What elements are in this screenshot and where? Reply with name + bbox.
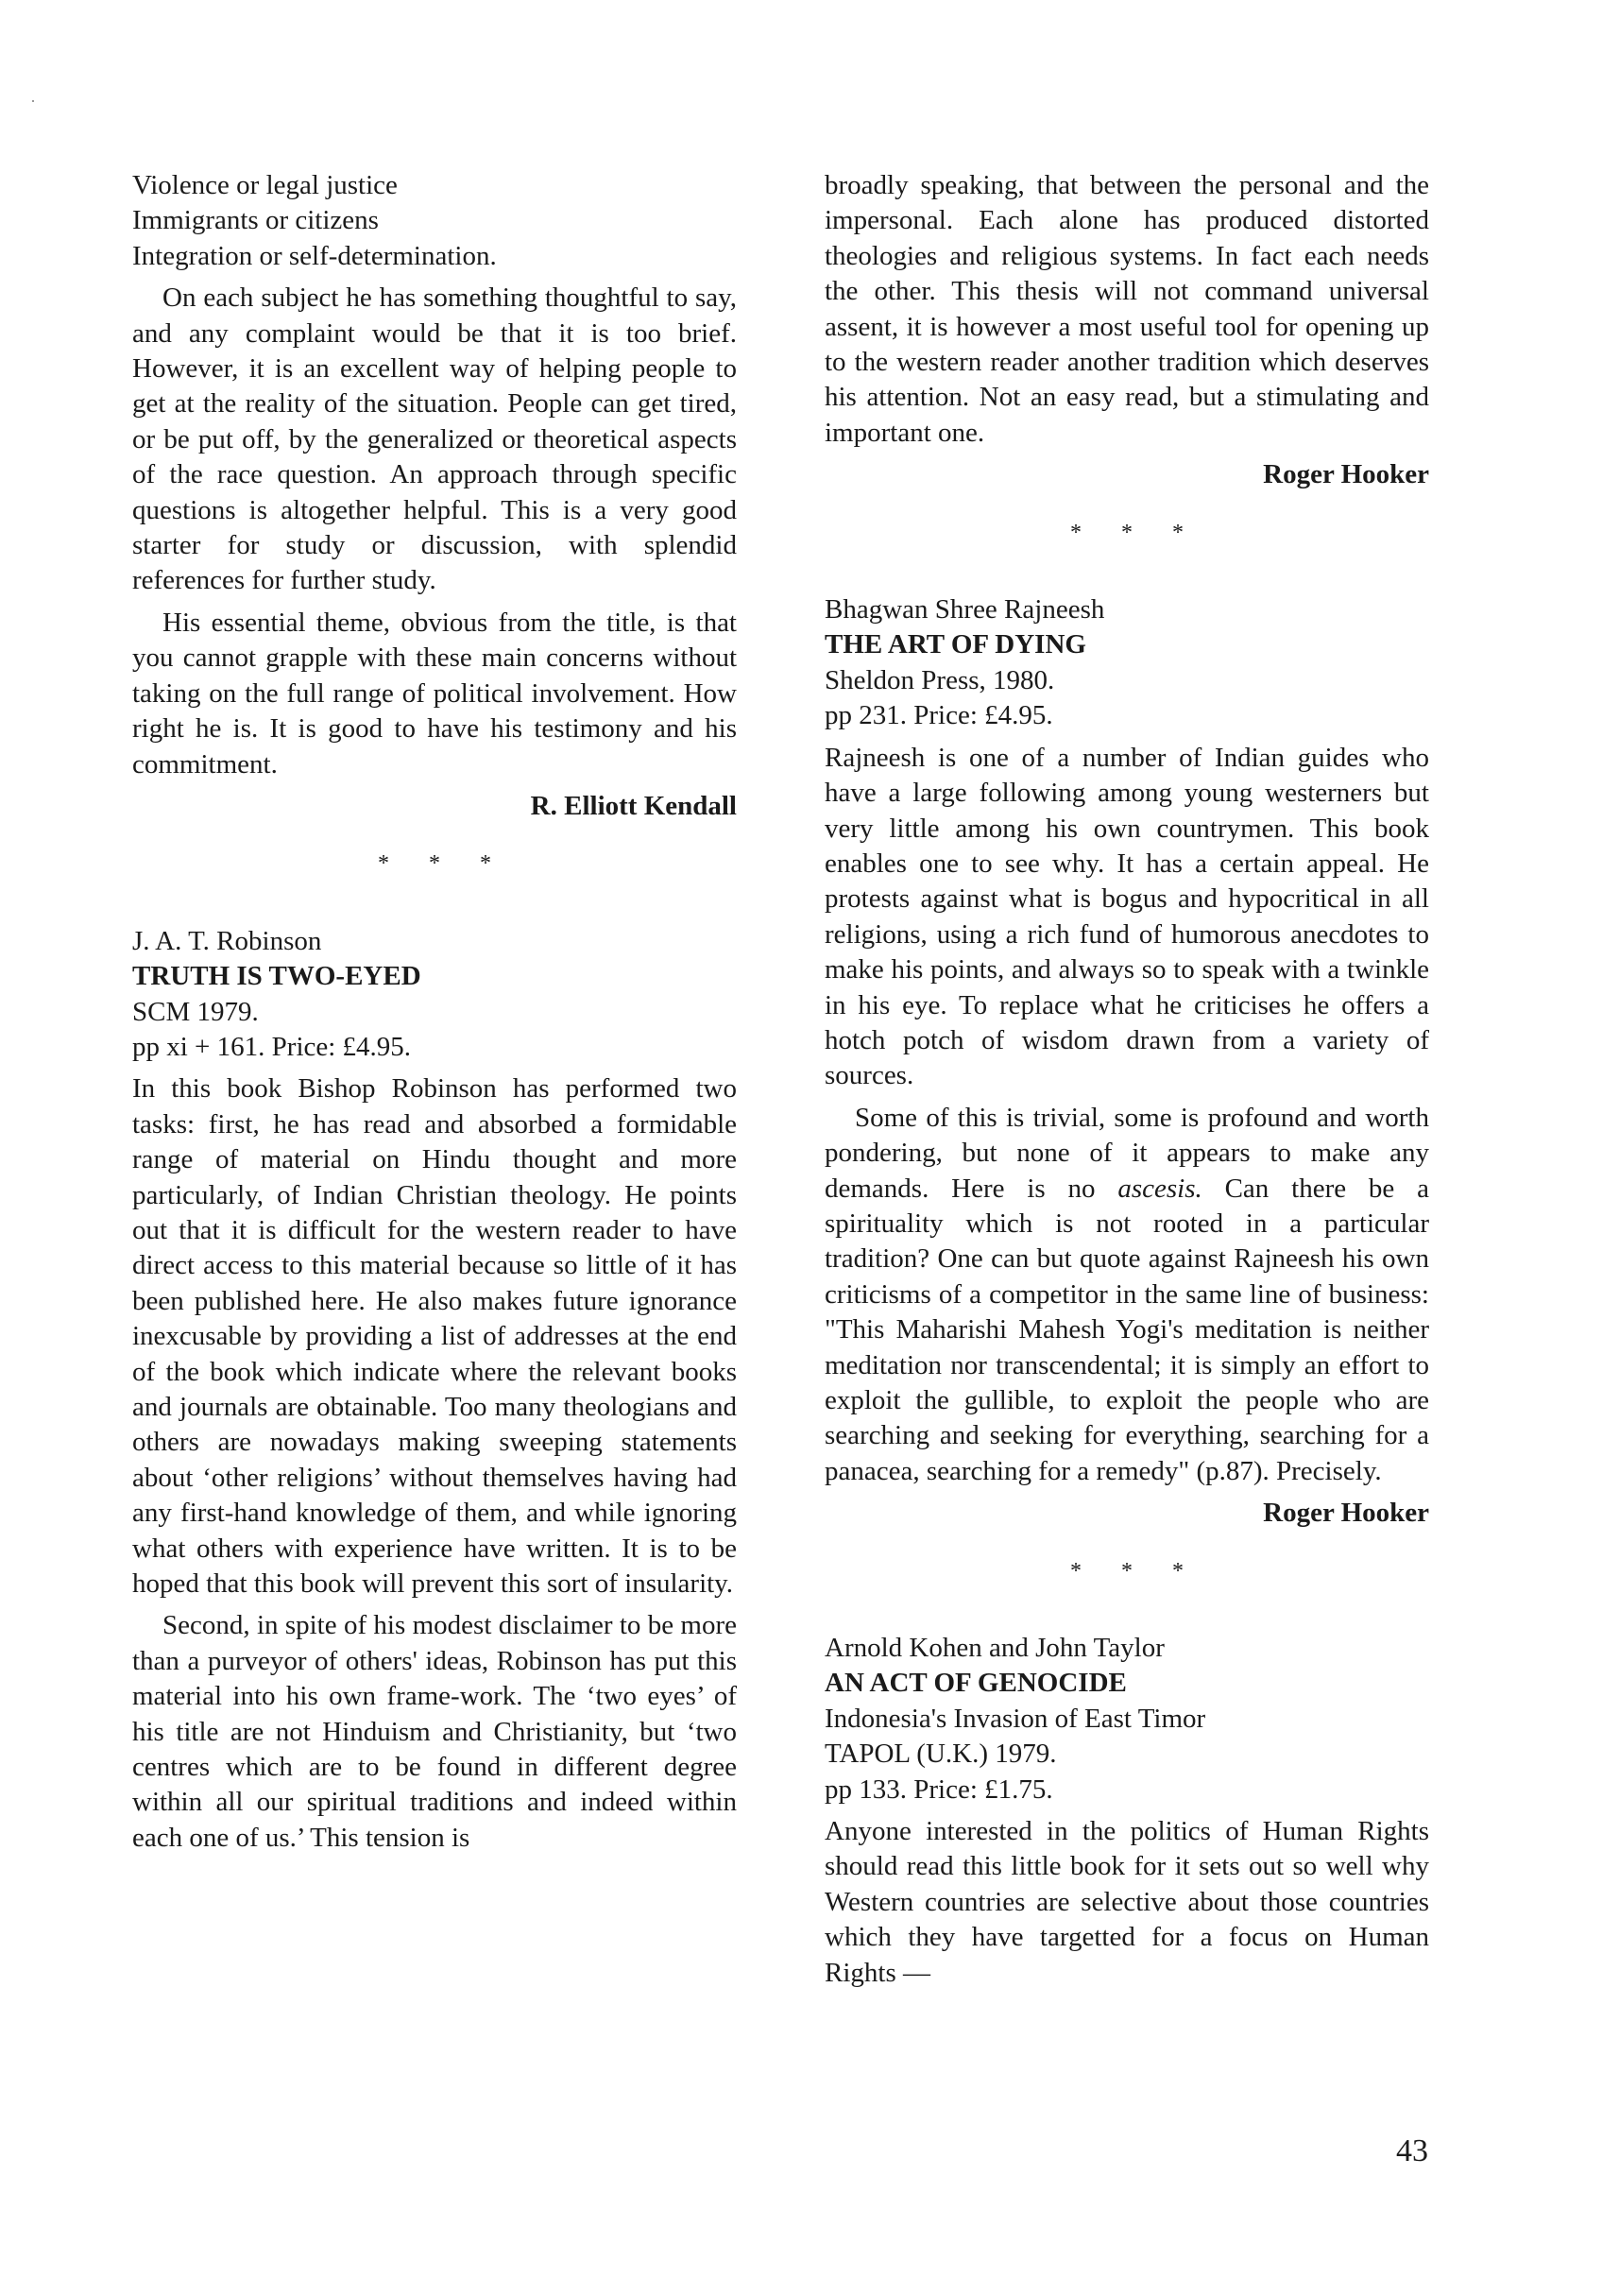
review-paragraph: His essential theme, obvious from the title, is that you cannot grapple with these main concerns without taking on the full range of political involvement. How right he is. It is good to have his testimony and his commitment. <box>132 607 737 780</box>
book-header <box>132 924 737 1066</box>
scan-speck <box>32 100 34 102</box>
book-title: THE ART OF DYING <box>825 629 1086 660</box>
list-line: Immigrants or citizens <box>132 205 379 236</box>
section-divider: * * * <box>1070 1558 1201 1584</box>
review-paragraph: In this book Bishop Robinson has performed two tasks: first, he has read and absorbed a formidable range of material on Hindu thought and more particularly, of Indian Christian theology. He points out that it is difficult for the western reader to have direct access to this material because so little of it has been published here. He also makes future ignorance inexcusable by providing a list of addresses at the end of the book which indicate where the relevant books and journals are obtainable. Too many theologians and others are nowadays making sweeping statements about ‘other religions’ without themselves having had any first-hand knowledge of them, and while ignoring what others with experience have written. It is to be hoped that this book will prevent this sort of insularity. <box>132 1073 737 1600</box>
list-line: Violence or legal justice <box>132 170 398 200</box>
review-paragraph: broadly speaking, that between the personal and the impersonal. Each alone has produced distorted theologies and religious systems. In fact each needs the other. This thesis will not command universal assent, it is however a most useful tool for opening up to the western reader another tradition which deserves his attention. Not an easy read, but a stimulating and important one. <box>825 170 1429 448</box>
book-title: AN ACT OF GENOCIDE <box>825 1668 1127 1699</box>
book-publisher: Sheldon Press, 1980. <box>825 664 1055 695</box>
page-number: 43 <box>1396 2133 1428 2168</box>
book-header <box>825 1631 1429 1808</box>
book-publisher: TAPOL (U.K.) 1979. <box>825 1739 1057 1770</box>
emphasized-word: ascesis. <box>1117 1173 1202 1204</box>
reviewer-signature: Roger Hooker <box>1263 459 1429 490</box>
book-pages-price: pp xi + 161. Price: £4.95. <box>132 1031 412 1062</box>
section-divider: * * * <box>378 851 508 877</box>
right-column <box>825 168 1429 1997</box>
paragraph-text: Can there be a spirituality which is not rooted in a particular tradition? One can but quote against Rajneesh his own criticisms of a competitor in the same line of business: "This Maharishi Mahesh Yogi's meditation is neither meditation nor transcendental; it is simply an effort to exploit the gullible, to exploit the people who are searching and seeking for everything, searching for a panacea, searching for a remedy" (p.87). Precisely. <box>825 1173 1429 1486</box>
paragraph-text: Some of this is trivial, some is profound and worth pondering, but none of it appears to make any demands. Here is no <box>825 1102 1429 1204</box>
review-paragraph: Second, in spite of his modest disclaimer to be more than a purveyor of others' ideas, Robinson has put this material into his own frame-work. The ‘two eyes’ of his title are not Hinduism and Christianity, but ‘two centres which are to be found in different degree within all our spiritual traditions and indeed within each one of us.’ This tension is <box>132 1610 737 1853</box>
book-subtitle: Indonesia's Invasion of East Timor <box>825 1703 1206 1734</box>
list-line: Integration or self-determination. <box>132 240 497 271</box>
book-pages-price: pp 231. Price: £4.95. <box>825 700 1053 731</box>
section-divider: * * * <box>1070 520 1201 545</box>
book-title: TRUTH IS TWO-EYED <box>132 961 421 992</box>
review-paragraph: On each subject he has something thoughtful to say, and any complaint would be that it is too brief. However, it is an excellent way of helping people to get at the reality of the situation. People can get tired, or be put off, by the generalized or theoretical aspects of the race question. An approach through specific questions is altogether helpful. This is a very good starter for study or discussion, with splendid references for further study. <box>132 283 737 596</box>
book-header <box>825 592 1429 734</box>
book-author: Bhagwan Shree Rajneesh <box>825 594 1105 625</box>
book-pages-price: pp 133. Price: £1.75. <box>825 1773 1053 1805</box>
left-column <box>132 168 737 1862</box>
book-author: Arnold Kohen and John Taylor <box>825 1633 1165 1664</box>
reviewer-signature: Roger Hooker <box>1263 1498 1429 1529</box>
book-publisher: SCM 1979. <box>132 996 259 1027</box>
list-block <box>132 168 737 274</box>
review-paragraph <box>825 1101 1429 1489</box>
review-paragraph: Rajneesh is one of a number of Indian guides who have a large following among young westerners but very little among his own countrymen. This book enables one to see why. It has a certain appeal. He protests against what is bogus and hypocritical in all religions, using a rich fund of humorous anecdotes to make his points, and always so to speak with a twinkle in his eye. To replace what he criticises he offers a hotch potch of wisdom drawn from a variety of sources. <box>825 742 1429 1091</box>
review-paragraph: Anyone interested in the politics of Human Rights should read this little book for it sets out so well why Western countries are selective about those countries which they have targetted for a focus on Human Rights — <box>825 1816 1429 1988</box>
book-author: J. A. T. Robinson <box>132 925 322 956</box>
reviewer-signature: R. Elliott Kendall <box>530 790 737 821</box>
